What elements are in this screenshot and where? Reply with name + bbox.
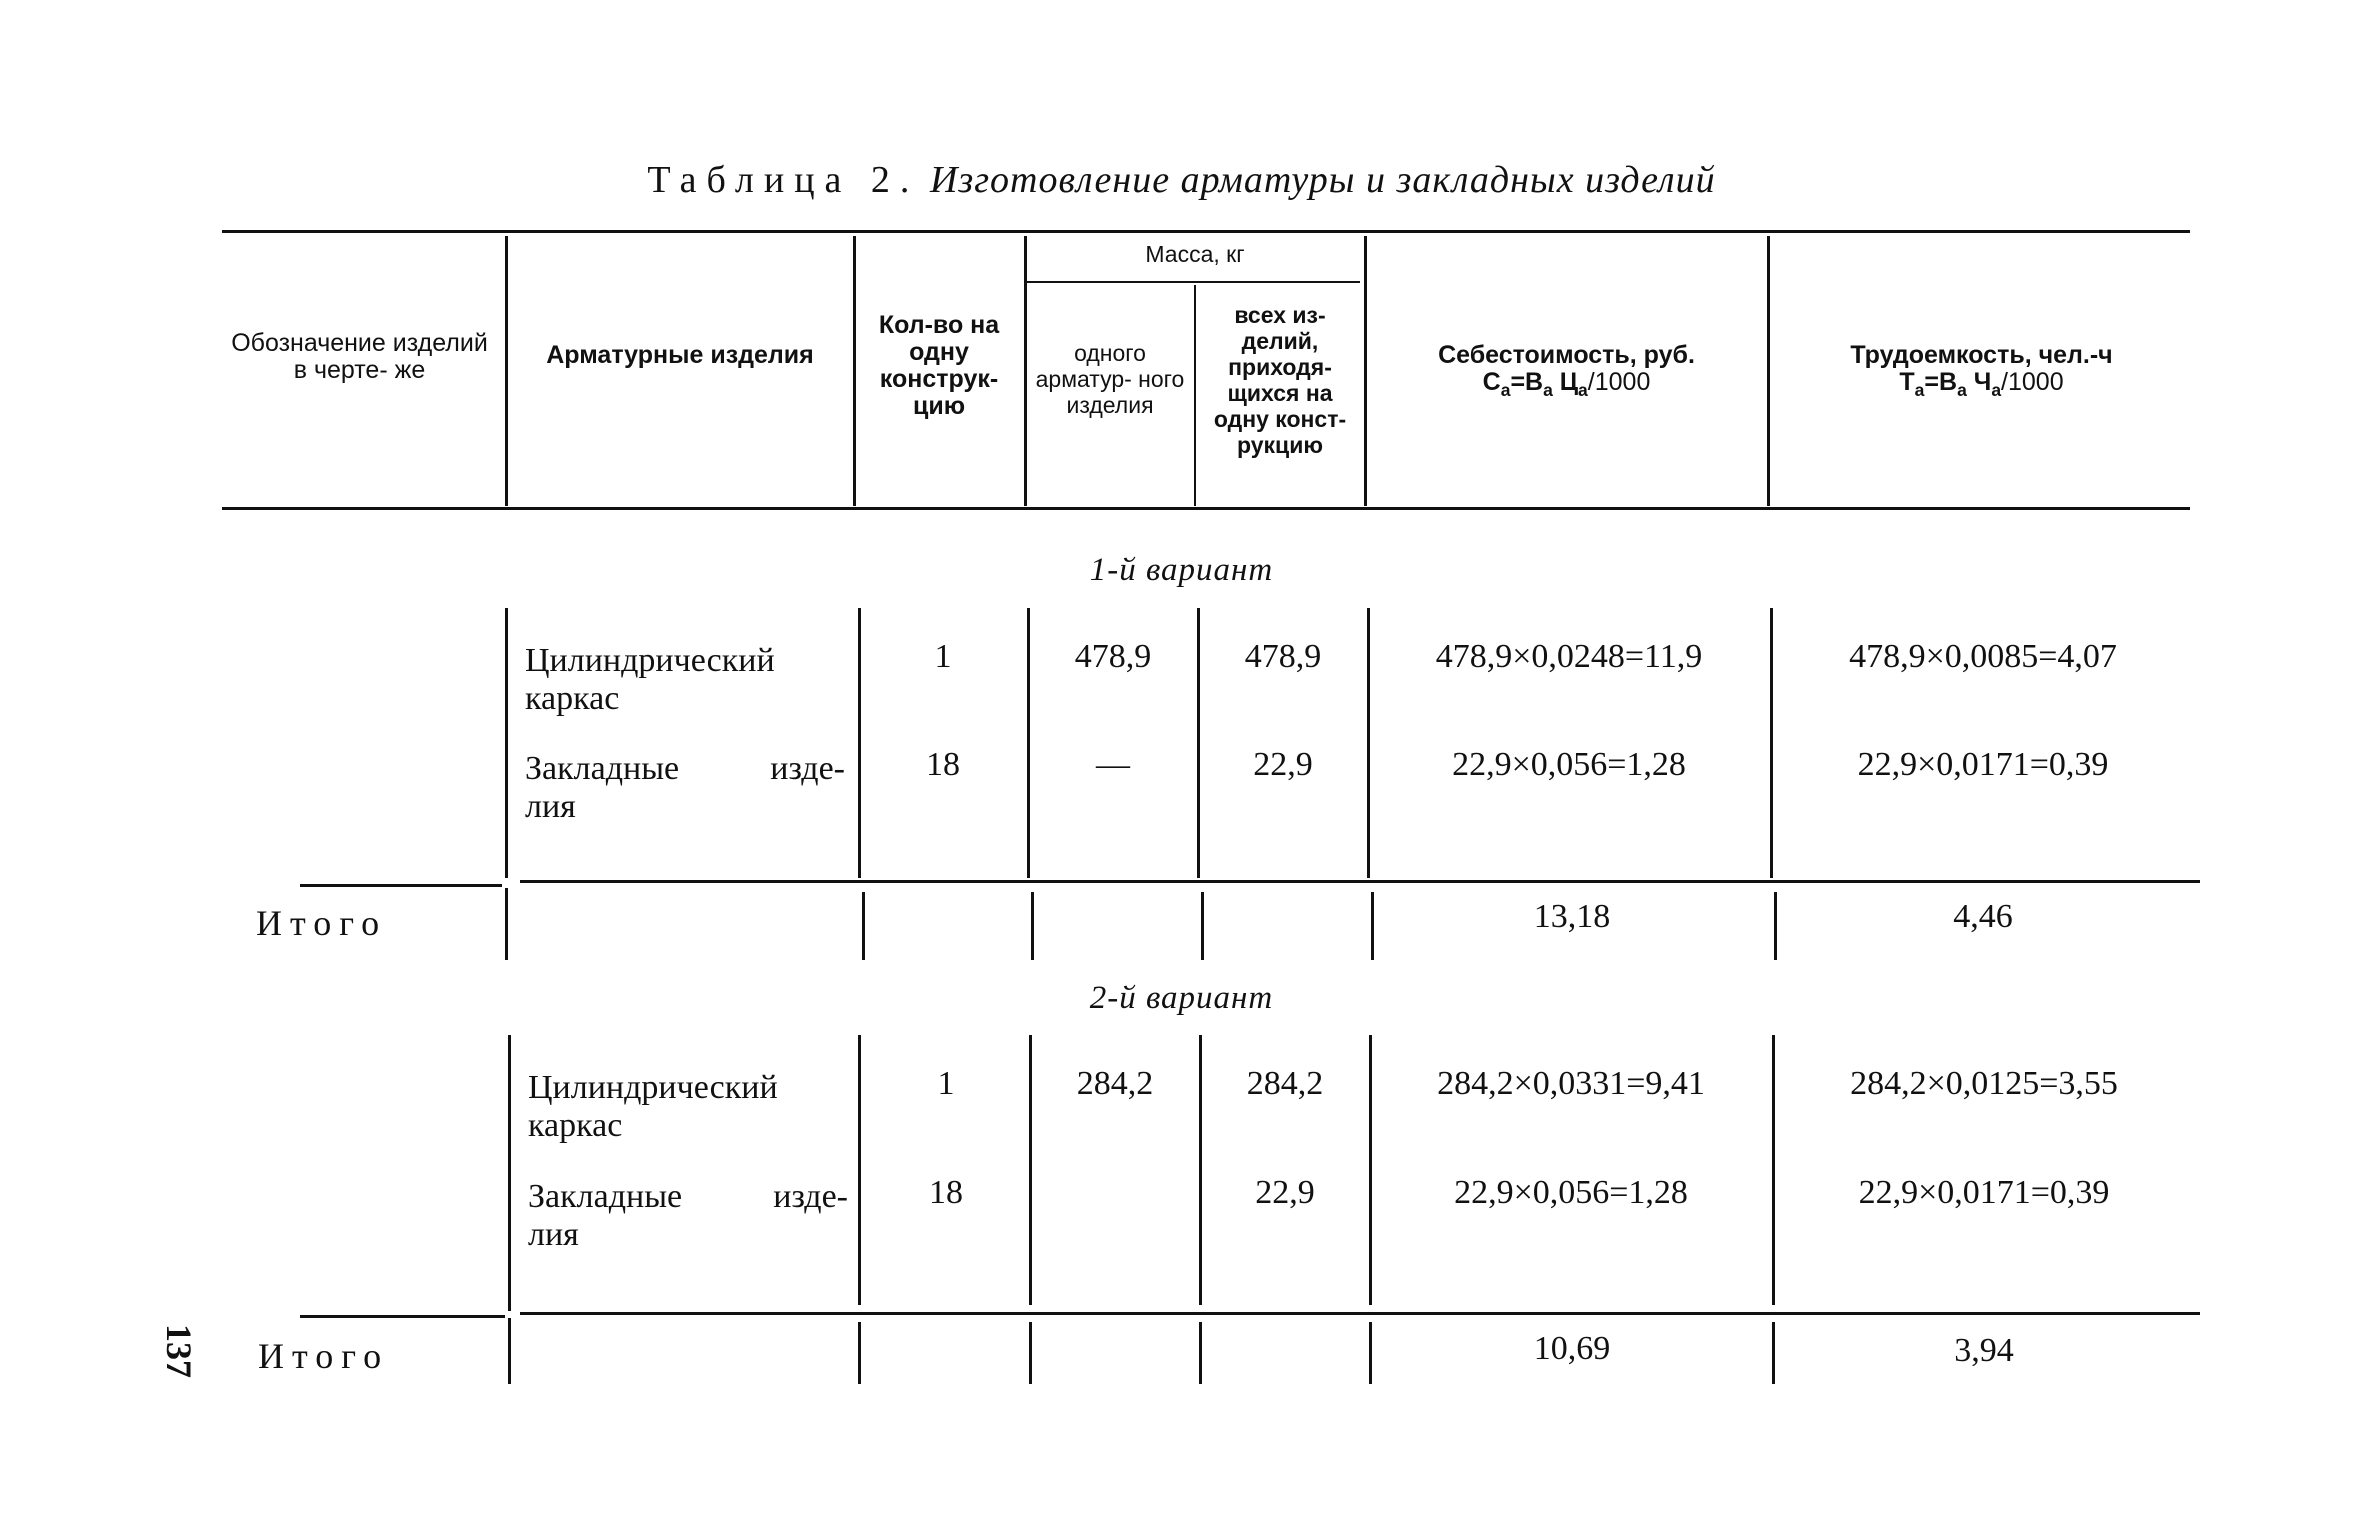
total-vline [505, 888, 508, 960]
header-labor [1773, 342, 2190, 404]
total-cost: 13,18 [1533, 898, 1611, 935]
cell-cost: 22,9×0,056=1,28 [1454, 1174, 1688, 1211]
total-vline [1201, 892, 1204, 960]
cell-labor: 284,2×0,0125=3,55 [1850, 1065, 2118, 1102]
total-vline [508, 1318, 511, 1384]
cell-cost: 478,9×0,0248=11,9 [1435, 638, 1703, 675]
header-mass-one: одного арматур- ного изделия [1035, 340, 1185, 418]
header-cost-formula: $С_а=В_а$ $Ц_а/1000$ [1482, 368, 1651, 400]
total-vline [862, 892, 865, 960]
total-vline [1772, 1322, 1775, 1384]
cell-mass-all: 284,2 [1246, 1065, 1324, 1102]
header-vline [853, 236, 856, 506]
cell-labor: 478,9×0,0085=4,07 [1849, 638, 2117, 675]
body-vline [1770, 608, 1773, 878]
total-label: Итого [256, 903, 388, 943]
total-rule [520, 880, 2200, 883]
caption-label: Таблица 2. [647, 159, 920, 201]
header-items: Арматурные изделия [546, 341, 814, 369]
header-labor-title: Трудоемкость, чел.-ч [1850, 341, 2113, 369]
cell-mass-one: 478,9 [1074, 638, 1152, 675]
cell-cost: 22,9×0,056=1,28 [1452, 746, 1686, 783]
total-label: Итого [258, 1336, 390, 1376]
cell-mass-one: 284,2 [1076, 1065, 1154, 1102]
total-vline [1199, 1322, 1202, 1384]
body-vline [1772, 1035, 1775, 1305]
cell-labor: 22,9×0,0171=0,39 [1857, 746, 2109, 783]
total-vline [858, 1322, 861, 1384]
header-designation: Обозначение изделий в черте- же [231, 329, 488, 384]
cell-mass-all: 478,9 [1244, 638, 1322, 675]
table-row-item: Закладные изде- лия [525, 750, 845, 825]
body-vline [505, 608, 508, 878]
table-row-item: Цилиндрический каркас [525, 642, 775, 717]
variant-2-title: 2-й вариант [1089, 980, 1274, 1016]
header-vline [1364, 236, 1367, 506]
body-vline [508, 1035, 511, 1311]
header-bottom-rule [222, 507, 2190, 510]
total-rule-left [300, 884, 502, 887]
header-vline [1194, 285, 1196, 506]
total-rule [520, 1312, 2200, 1315]
total-vline [1029, 1322, 1032, 1384]
variant-1-title: 1-й вариант [1089, 552, 1274, 588]
cell-qty: 18 [929, 1174, 963, 1211]
cell-qty: 1 [937, 1065, 955, 1102]
mass-group-rule [1027, 281, 1360, 283]
header-vline [505, 236, 508, 506]
header-vline [1024, 236, 1027, 506]
table-row-item: Цилиндрический каркас [528, 1069, 778, 1144]
total-vline [1369, 1322, 1372, 1384]
total-rule-left [300, 1315, 505, 1318]
cell-cost: 284,2×0,0331=9,41 [1437, 1065, 1705, 1102]
cell-labor: 22,9×0,0171=0,39 [1858, 1174, 2110, 1211]
cell-mass-one: — [1096, 746, 1130, 783]
cell-qty: 18 [926, 746, 960, 783]
total-vline [1031, 892, 1034, 960]
cell-qty: 1 [934, 638, 952, 675]
header-qty: Кол-во на одну конструк- цию [878, 311, 1000, 420]
header-mass-all: всех из- делий, приходя- щихся на одну конст- рукцию [1213, 302, 1347, 458]
cell-mass-all: 22,9 [1255, 1174, 1315, 1211]
cell-mass-all: 22,9 [1253, 746, 1313, 783]
header-mass-group: Масса, кг [1145, 241, 1245, 267]
table-caption [0, 158, 2363, 202]
header-top-rule [222, 230, 2190, 233]
header-labor-formula: $Т_а=В_а$ $Ч_а/1000$ [1899, 368, 2064, 400]
total-labor: 4,46 [1953, 898, 2013, 935]
table-row-item: Закладные изде- лия [528, 1178, 848, 1253]
page-number: 137 [159, 1324, 199, 1378]
total-cost: 10,69 [1533, 1330, 1611, 1367]
total-labor: 3,94 [1954, 1332, 2014, 1369]
caption-title: Изготовление арматуры и закладных изделий [929, 159, 1716, 201]
header-vline [1767, 236, 1770, 506]
header-cost [1370, 342, 1763, 404]
header-cost-title: Себестоимость, руб. [1438, 341, 1695, 369]
